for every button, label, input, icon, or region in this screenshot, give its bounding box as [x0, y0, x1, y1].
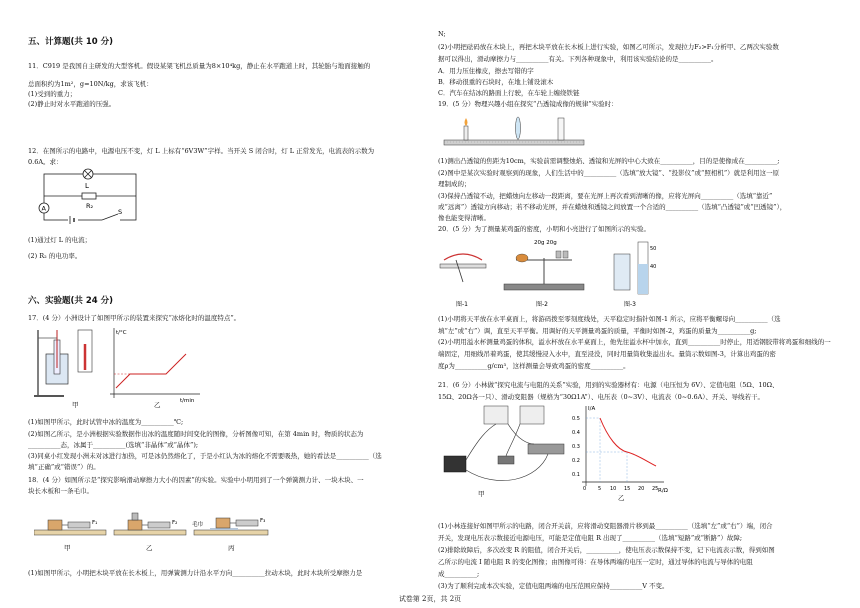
- q18-figure: [34, 500, 274, 560]
- q18-panel-jia: [34, 520, 106, 552]
- q17-line: __________态，冰属于__________(选填“非晶体”或“晶体”);: [28, 441, 199, 449]
- x-tick: 5: [598, 486, 602, 492]
- q17-figure: [34, 324, 204, 410]
- q18-option: A．用力压住橡皮，擦去写错的字: [438, 67, 534, 75]
- q21-line: 开关，发现电压表示数接近电源电压，可能是定值电阻 R 出现了__________（选填“短路”或“断路”）故障;: [438, 534, 743, 542]
- q18-caption: 丙: [228, 544, 235, 552]
- q20-intro: 20．(5 分）为了测量某鸡蛋的密度，小明和小亮进行了如图所示的实验。: [438, 225, 651, 233]
- q11-line: 总面积约为1m²，g=10N/kg，求该飞机：: [28, 80, 153, 88]
- q21-line: (2)排除故障后，多次改变 R 的阻值，闭合开关后，__________，使电压表示数保持不变，记下电流表示数，得到如图: [438, 546, 775, 554]
- q17-intro: 17．(4 分）小洲设计了如图甲所示的装置来探究“冰熔化时的温度特点”。: [28, 314, 241, 322]
- q18-line: 块长木板和一条毛巾。: [28, 487, 93, 495]
- q12-sub: (2) R₂ 的电功率。: [28, 252, 82, 260]
- q21-circuit-photo: [444, 406, 564, 498]
- section-5-heading: 五、计算题(共 10 分): [28, 37, 114, 47]
- q17-x-label: t/min: [180, 398, 195, 404]
- q11-line: 11．C919 是我国自主研发的大型客机。假设某架飞机总质量为8×10⁴kg，静止在水平跑道上时，其轮胎与地面接触的: [28, 62, 371, 70]
- q20-line: 端固定，用细线吊着鸡蛋，使其缓慢浸入水中，直至浸没，同时用量筒收集溢出水。量筒示数如图-3，计算出鸡蛋的密: [438, 350, 776, 358]
- force-f2: F₂: [172, 520, 178, 526]
- q18-panel-yi: [114, 513, 186, 552]
- q19-line: 像也能变得清晰。: [438, 214, 490, 222]
- q17-line: (1)如图甲所示，此时试管中冰的温度为__________℃;: [28, 418, 184, 426]
- q19-line: 理制成的；: [438, 180, 471, 188]
- q20-line: (1)小明将天平放在水平桌面上，将游码拨至零刻度线处，天平稳定时指针如图-1 所示，应将平衡螺母向__________（选: [438, 315, 781, 323]
- q21-line: (1)小林连接好如图甲所示的电路，闭合开关前，应将滑动变阻器滑片移到最__________（选填“左”或“右”）端，闭合: [438, 522, 773, 530]
- x-tick: 10: [610, 486, 617, 492]
- x-tick: 15: [624, 486, 631, 492]
- q20-fig1-pointer-scale: [440, 254, 486, 308]
- force-f1: F₁: [92, 520, 98, 526]
- q17-caption-jia: 甲: [72, 401, 79, 409]
- x-tick: 0: [583, 486, 587, 492]
- q19-intro: 19．(5 分）物理兴趣小组在探究“凸透镜成像的规律”实验时：: [438, 100, 618, 108]
- q20-line: 填“左”或“右”）调，直至天平平衡。用调好的天平测量鸡蛋的质量，平衡时如图-2，鸡蛋的质量为__________g;: [438, 327, 757, 335]
- q21-line: 21．(6 分）小林做“探究电流与电阻的关系”实验，用到的实验器材有：电源（电压恒为 6V）、定值电阻（5Ω、10Ω、: [438, 381, 779, 389]
- q17-caption-yi: 乙: [154, 401, 161, 409]
- lamp-label: L: [85, 182, 89, 190]
- q18-caption: 甲: [64, 544, 71, 552]
- q21-line: 成__________;: [438, 570, 480, 578]
- q20-fig3-cylinder: [614, 242, 656, 308]
- q18-line: (2)小明把砝码放在木块上，再把木块平放在长木板上进行实验，如图乙可所示，发现拉力F₂>F₁分析甲、乙两次实验数: [438, 43, 779, 51]
- q18-line: (1)如图甲所示，小明把木块平放在长木板上，用弹簧测力计沿水平方向__________拉动木块，此时木块所受摩擦力是: [28, 569, 363, 577]
- right-column: [438, 0, 838, 588]
- q19-optical-bench: [440, 108, 590, 152]
- r-axis-label: R/Ω: [658, 488, 668, 494]
- towel-label: 毛巾: [192, 522, 204, 528]
- q12-circuit-diagram: [32, 168, 144, 230]
- q21-figure: [438, 400, 674, 504]
- q20-fig2-balance: [504, 240, 584, 308]
- fig-caption: 图-3: [624, 301, 636, 308]
- q17-y-label: t/°C: [116, 330, 127, 336]
- cyl-mark: 40: [650, 264, 657, 270]
- q19-line: (1)测出凸透镜的焦距为10cm，实验前需调整烛焰、透镜和光屏的中心大致在__________，目的是使像成在__________;: [438, 157, 780, 165]
- cyl-mark: 50: [650, 246, 657, 252]
- q21-line: 15Ω、20Ω各一只）、滑动变阻器（规格为“30Ω1A”）、电压表（0~3V）、电流表（0~0.6A）、开关、导线若干。: [438, 393, 765, 401]
- q18-line: 据可以得出，滑动摩擦力与__________有关。下列各种现象中，利用该实验结论的是__________。: [438, 55, 718, 63]
- q21-caption-yi: 乙: [618, 494, 625, 502]
- y-tick: 0.1: [572, 472, 580, 478]
- q19-line: (2)图中是某次实验时观察到的现象，人们生活中的__________（选填“放大镜”、“投影仪”或“照相机”）就是利用这一原: [438, 169, 780, 177]
- q18-panel-bing: [192, 518, 268, 552]
- q21-line: (3)为了顺利完成本次实验，定值电阻两端的电压范围应保持__________V 不变。: [438, 582, 669, 590]
- q18-line: 18．(4 分）如图所示是“探究影响滑动摩擦力大小的因素”的实验。实验中小明用到了一个弹簧测力计、一块木块、一: [28, 476, 364, 484]
- q20-line: (2)小明用溢水杯测量鸡蛋的体积，溢水杯放在水平桌面上，他先往溢水杯中加水，直到__________时停止，用适钢胶带将鸡蛋和细线的一: [438, 338, 831, 346]
- q12-line: 12．在图所示的电路中，电源电压不变，灯 L 上标有“6V3W”字样。当开关 S 闭合时，灯 L 正常发光，电流表的示数为: [28, 147, 375, 155]
- q17-line: 填“正确”或“错误”）的。: [28, 463, 100, 471]
- x-tick: 25: [652, 486, 659, 492]
- q17-line: (2)如图乙所示，是小洲根据实验数据作出冰的温度随时间变化的图像，分析图像可知，在第 4min 时，物质的状态为: [28, 430, 364, 438]
- y-tick: 0.3: [572, 444, 580, 450]
- q17-line: (3)同桌小红发现小洲未对冰进行加热，可是冰仍然熔化了，于是小红认为冰的熔化不需要吸热，她的看法是__________（选: [28, 452, 382, 460]
- q18-option: C．汽车在结冰的路面上行驶，在车轮上缠绕铁链: [438, 89, 580, 97]
- text-line: N;: [438, 30, 446, 38]
- y-tick: 0.4: [572, 430, 580, 436]
- q21-line: 乙所示的电流 I 随电阻 R 的变化图像；由图像可得：在导体两端的电压一定时，通过导体的电流与导体的电阻: [438, 558, 753, 566]
- q19-line: (3)保持凸透镜不动，把蜡烛向左移动一段距离，要在光屏上再次看到清晰的像，应将光屏向__________（选填“靠近”: [438, 192, 773, 200]
- q21-caption-jia: 甲: [478, 490, 485, 498]
- q12-sub: (1)通过灯 L 的电流；: [28, 236, 92, 244]
- q21-graph: [572, 406, 668, 502]
- force-f3: F₃: [260, 518, 266, 524]
- weights-label: 20g 20g: [534, 240, 557, 246]
- q18-caption: 乙: [146, 544, 153, 552]
- left-column: [28, 0, 418, 588]
- q18-option: B．移动很重的石块时，在地上铺设滚木: [438, 78, 554, 86]
- q20-figure: [438, 234, 678, 312]
- fig-caption: 图-2: [536, 301, 548, 308]
- y-tick: 0.5: [572, 416, 580, 422]
- q19-line: 或“远离”）透镜方向移动；若不移动光屏，并在蜡烛和透镜之间放置一个合适的__________（选填“凸透镜”或“凹透镜”），: [438, 203, 787, 211]
- section-6-heading: 六、实验题(共 24 分): [28, 296, 114, 306]
- x-tick: 20: [638, 486, 645, 492]
- i-axis-label: I/A: [588, 406, 596, 412]
- y-tick: 0.2: [572, 458, 580, 464]
- fig-caption: 图-1: [456, 301, 468, 308]
- q11-line: (1)受到的重力；: [28, 90, 77, 98]
- switch-label: S: [118, 208, 123, 216]
- q11-line: (2)静止时对水平跑道的压强。: [28, 100, 116, 108]
- page-footer: 试卷第 2页，共 2页: [398, 595, 462, 603]
- q12-line: 0.6A。求：: [28, 158, 63, 166]
- q20-line: 度ρ为__________g/cm³，这样测量会导致鸡蛋的密度__________。: [438, 362, 630, 370]
- resistor-label: R₂: [86, 202, 94, 210]
- ammeter-label: A: [41, 204, 46, 213]
